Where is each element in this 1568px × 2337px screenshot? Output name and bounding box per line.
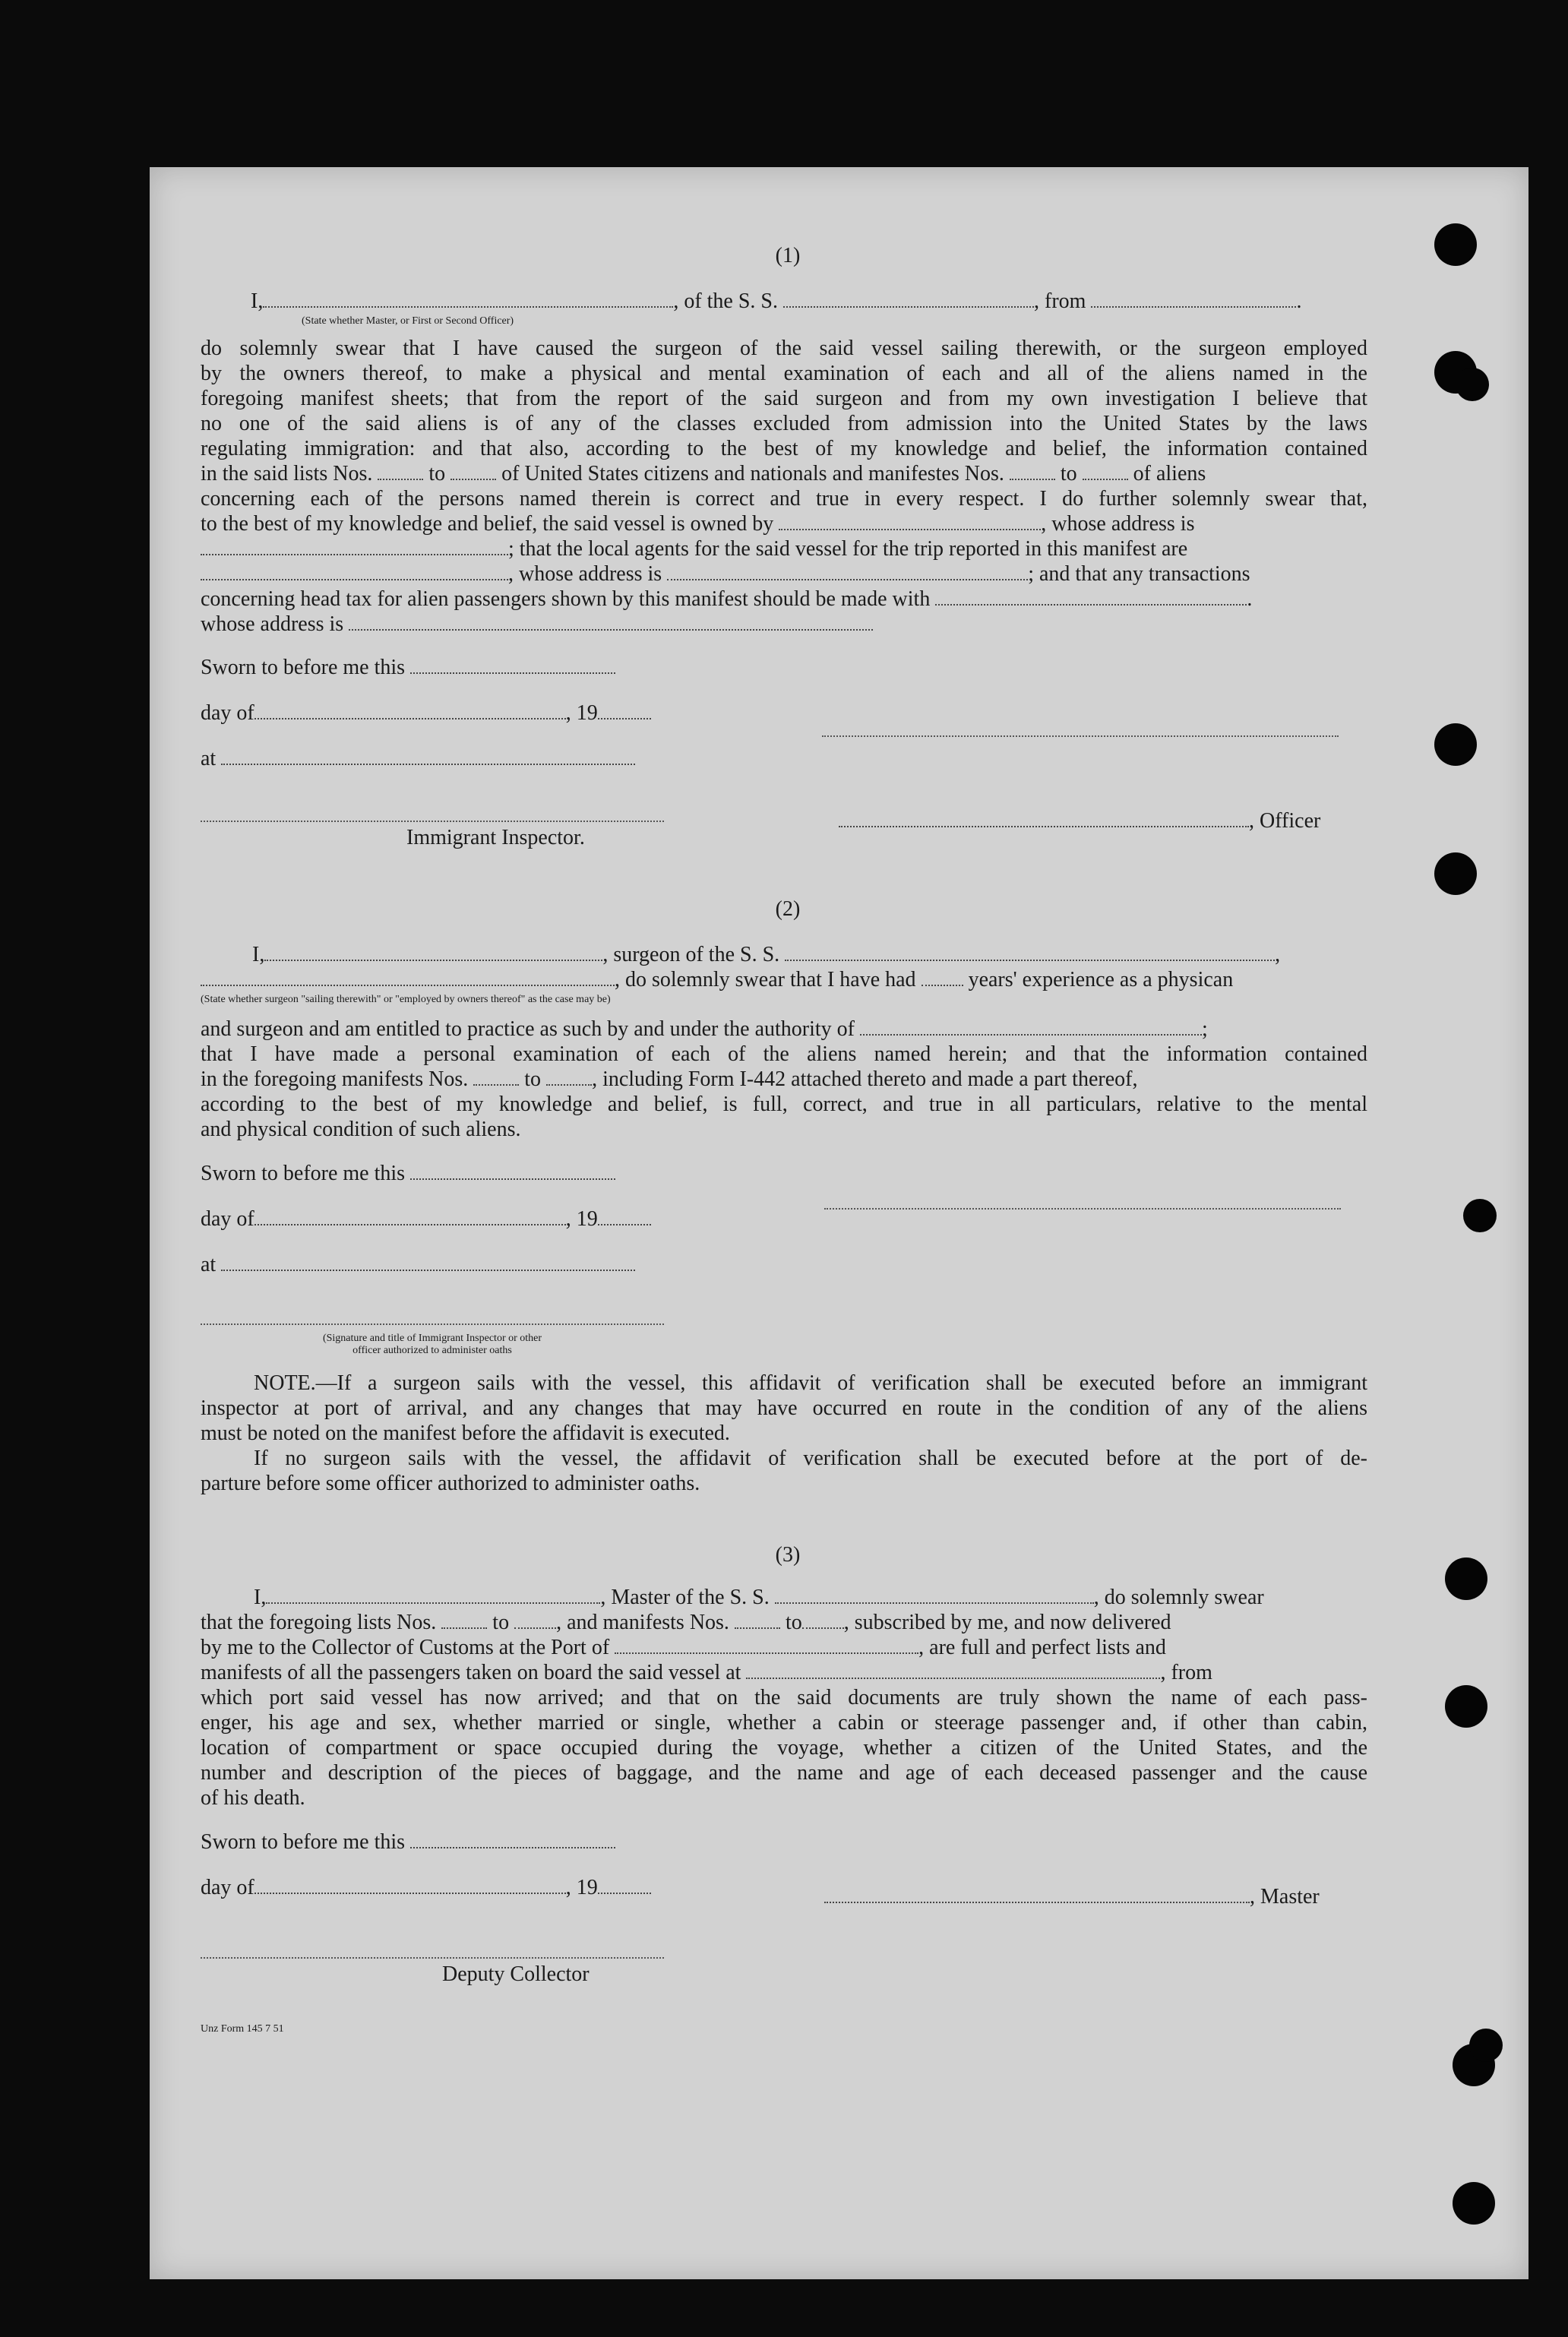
text: concerning head tax for alien passengers shown by this manifest should be made with <box>201 587 931 611</box>
text: , Master of the S. S. <box>600 1586 770 1609</box>
note-officer: (State whether Master, or First or Second Officer) <box>302 315 514 327</box>
text: I, <box>252 943 265 966</box>
s1-owned-line <box>201 511 1194 536</box>
s2-swear-line <box>201 967 1233 992</box>
s2-surgeon-sig-line <box>824 1208 1341 1210</box>
s3-deputy-sig-line <box>201 1957 664 1959</box>
text: ; and that any transactions <box>1028 562 1250 586</box>
text: Sworn to before me this <box>201 656 406 679</box>
s2-para-line-4: and physical condition of such aliens. <box>201 1118 521 1141</box>
s2-note-line-2: inspector at port of arrival, and any changes that may have occurred en route in the condition of any of the aliens <box>201 1396 1367 1420</box>
text: I, <box>254 1586 267 1609</box>
binder-hole <box>1456 368 1489 401</box>
text: , do solemnly swear <box>1093 1586 1264 1609</box>
s3-day-of <box>201 1875 651 1900</box>
text: to the best of my knowledge and belief, the said vessel is owned by <box>201 512 774 536</box>
s1-agents-line <box>201 536 1187 561</box>
binder-hole <box>1445 1557 1487 1600</box>
binder-hole <box>1469 2029 1503 2062</box>
s1-lists-line <box>201 461 1206 486</box>
label-i: I, <box>251 289 264 313</box>
master-line <box>251 289 1301 314</box>
s3-para-line-2: enger, his age and sex, whether married or single, whether a cabin or steerage passenger and, if other than cabin, <box>201 1711 1367 1735</box>
text: day of <box>201 1876 254 1899</box>
text: of United States citizens and nationals and manifestes Nos. <box>501 462 1004 485</box>
text: , 19 <box>565 1207 598 1231</box>
text: (Signature and title of Immigrant Inspector or other <box>322 1333 542 1344</box>
text: , Officer <box>1249 809 1321 833</box>
s1-headtax-line <box>201 587 1252 612</box>
binder-hole <box>1434 723 1477 766</box>
s3-para-line-4: number and description of the pieces of baggage, and the name and age of each deceased passenger and the cause <box>201 1761 1367 1785</box>
text: , surgeon of the S. S. <box>602 943 780 966</box>
s1-officer-line <box>839 808 1320 833</box>
s3-deputy-label: Deputy Collector <box>442 1962 590 1986</box>
text: , are full and perfect lists and <box>918 1636 1166 1659</box>
s2-at <box>201 1252 635 1277</box>
text: in the foregoing manifests Nos. <box>201 1067 469 1091</box>
s2-note-line-3: must be noted on the manifest before the affidavit is executed. <box>201 1421 730 1445</box>
text: , and manifests Nos. <box>556 1611 729 1634</box>
s2-note-line-4: If no surgeon sails with the vessel, the affidavit of verification shall be executed before at the port of de- <box>254 1447 1367 1470</box>
s2-authority-line <box>201 1017 1208 1042</box>
text: ; that the local agents for the said vessel for the trip reported in this manifest are <box>508 537 1188 561</box>
s1-at <box>201 746 635 771</box>
s3-master-line <box>254 1585 1264 1610</box>
text: day of <box>201 701 254 725</box>
text: , do solemnly swear that I have had <box>615 968 916 991</box>
binder-hole <box>1445 1685 1487 1728</box>
section-1-number: (1) <box>775 244 801 267</box>
s3-para-line-3: location of compartment or space occupied during the voyage, whether a citizen of the United States, and the <box>201 1736 1367 1760</box>
section-3-number: (3) <box>775 1543 801 1567</box>
s2-manifests-line <box>201 1067 1137 1092</box>
text: of aliens <box>1133 462 1206 485</box>
s2-note-line-5: parture before some officer authorized to administer oaths. <box>201 1472 700 1495</box>
s3-lists-line <box>201 1610 1171 1635</box>
text: day of <box>201 1207 254 1231</box>
text: to <box>428 462 446 485</box>
text: , whose address is <box>508 562 662 586</box>
s1-inspector-sig-line <box>201 821 664 822</box>
binder-hole <box>1463 1199 1497 1232</box>
text: ; <box>1202 1017 1208 1041</box>
s1-para-line-2: by the owners thereof, to make a physical and mental examination of each and all of the aliens named in the <box>201 362 1367 385</box>
text: at <box>201 747 217 770</box>
note-surgeon: (State whether surgeon "sailing therewith" or "employed by owners thereof" as the case may be) <box>201 994 611 1005</box>
document-page <box>150 167 1528 2279</box>
s2-note-line-1: NOTE.—If a surgeon sails with the vessel, this affidavit of verification shall be executed before an immigrant <box>254 1371 1367 1395</box>
s1-para-line-4: no one of the said aliens is of any of the classes excluded from admission into the United States by the laws <box>201 412 1367 435</box>
s1-para-line-1: do solemnly swear that I have caused the surgeon of the said vessel sailing therewith, or the surgeon employed <box>201 337 1367 360</box>
text: , subscribed by me, and now delivered <box>843 1611 1171 1634</box>
s1-address-line <box>201 561 1250 587</box>
text: , 19 <box>565 701 598 725</box>
text: Sworn to before me this <box>201 1162 406 1185</box>
s1-para-line-7: concerning each of the persons named therein is correct and true in every respect. I do further solemnly swear that, <box>201 487 1367 511</box>
text: Sworn to before me this <box>201 1830 406 1854</box>
binder-hole <box>1453 2182 1495 2225</box>
text: to <box>524 1067 542 1091</box>
binder-hole <box>1434 852 1477 895</box>
s1-day-of <box>201 700 651 726</box>
text: to <box>785 1611 802 1634</box>
binder-hole <box>1434 223 1477 266</box>
s1-officer-sig-line-top <box>822 735 1339 737</box>
form-id: Unz Form 145 7 51 <box>201 2023 284 2035</box>
text: in the said lists Nos. <box>201 462 373 485</box>
text: that the foregoing lists Nos. <box>201 1611 437 1634</box>
s2-inspector-sig-line <box>201 1323 664 1325</box>
s2-para-line-3: according to the best of my knowledge and belief, is full, correct, and true in all particulars, relative to the mental <box>201 1093 1367 1116</box>
label-from: , from <box>1034 289 1086 313</box>
s1-para-line-3: foregoing manifest sheets; that from the report of the said surgeon and from my own investigation I believe that <box>201 387 1367 410</box>
s1-whose-line <box>201 612 873 637</box>
section-2-number: (2) <box>775 897 801 921</box>
s1-para-line-5: regulating immigration: and that also, according to the best of my knowledge and belief, the information contained <box>201 437 1367 460</box>
text: , from <box>1160 1661 1212 1684</box>
text: by me to the Collector of Customs at the Port of <box>201 1636 610 1659</box>
s3-sworn <box>201 1829 615 1855</box>
label-of-ss: , of the S. S. <box>673 289 779 313</box>
s2-sworn <box>201 1161 615 1186</box>
text: years' experience as a physican <box>968 968 1234 991</box>
s2-day-of <box>201 1206 651 1232</box>
text: , 19 <box>565 1876 598 1899</box>
text: . <box>1247 587 1253 611</box>
s3-para-line-5: of his death. <box>201 1786 305 1810</box>
text: and surgeon and am entitled to practice as such by and under the authority of <box>201 1017 855 1041</box>
text: , including Form I-442 attached thereto and made a part thereof, <box>592 1067 1138 1091</box>
text: whose address is <box>201 612 344 636</box>
s2-sig-note <box>201 1333 664 1357</box>
text: , <box>1275 943 1281 966</box>
s1-inspector-label: Immigrant Inspector. <box>406 826 585 849</box>
s1-sworn <box>201 655 615 680</box>
text: to <box>492 1611 510 1634</box>
s3-port-line <box>201 1635 1166 1660</box>
s2-surgeon-line <box>252 942 1280 967</box>
period: . <box>1296 289 1302 313</box>
text: officer authorized to administer oaths <box>352 1345 512 1356</box>
text: to <box>1060 462 1077 485</box>
s3-master-sig-line <box>824 1884 1320 1909</box>
text: manifests of all the passengers taken on board the said vessel at <box>201 1661 741 1684</box>
text: at <box>201 1253 217 1276</box>
s3-manifests-line <box>201 1660 1212 1685</box>
text: , Master <box>1250 1885 1320 1908</box>
s3-para-line-1: which port said vessel has now arrived; and that on the said documents are truly shown the name of each pass- <box>201 1686 1367 1709</box>
text: , whose address is <box>1041 512 1195 536</box>
s2-para-line-1: that I have made a personal examination of each of the aliens named herein; and that the information contained <box>201 1042 1367 1066</box>
